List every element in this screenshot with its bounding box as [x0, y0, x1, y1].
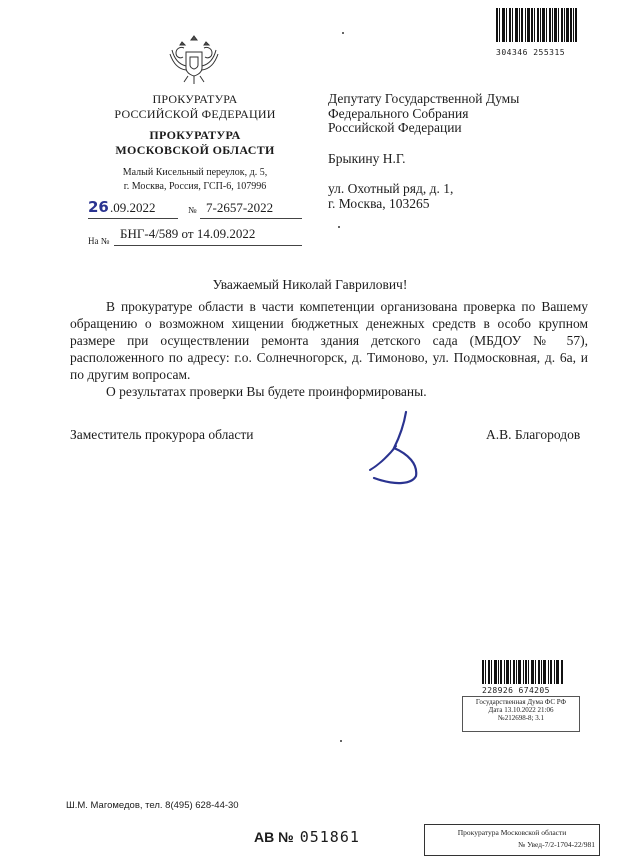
header-line-4: МОСКОВСКОЙ ОБЛАСТИ: [115, 143, 275, 157]
outgoing-number: 7-2657-2022: [206, 200, 274, 215]
body-paragraph-1: В прокуратуре области в части компетенции организована проверка по Вашему обращению о возможном хищении бюджетных денежных средств в особо крупном размере при осуществлении ремонта здания детского сада (МБДОУ № 57), расположенного по адресу: г.о. Солнечногорск, д. Тимоново, ул. Подмосковная, д. 6а, и по другим вопросам.: [70, 299, 588, 382]
addressee-city: г. Москва, 103265: [328, 195, 430, 211]
addressee-line-3: Российской Федерации: [328, 120, 462, 135]
stamp-date: Дата 13.10.2022 21:06: [488, 706, 554, 714]
scan-speck: [342, 32, 344, 34]
top-barcode: [496, 8, 578, 57]
signatory-name: А.В. Благородов: [486, 427, 581, 442]
handwritten-signature-icon: [356, 408, 456, 488]
addressee-line-1: Депутату Государственной Думы: [328, 91, 520, 106]
stamp-org: Государственная Дума ФС РФ: [475, 698, 567, 706]
stamp-barcode-number: 228926 674205: [482, 686, 550, 695]
sender-address-1: Малый Кисельный переулок, д. 5,: [122, 167, 268, 178]
regbox-line-2: № Увед-7/2-1704-22/981: [518, 840, 595, 849]
header-line-3: ПРОКУРАТУРА: [149, 128, 241, 142]
date-typed: .09.2022: [110, 200, 156, 215]
double-headed-eagle-emblem-icon: [168, 32, 220, 86]
stamp-info-box: [462, 696, 580, 732]
serial-value: 051861: [299, 828, 360, 846]
barcode-bars-icon: [496, 8, 578, 42]
sender-header: [90, 92, 300, 194]
number-underline: [200, 218, 302, 219]
reference-line: [88, 226, 308, 246]
reference-label: На №: [88, 236, 110, 246]
incoming-registration-box: [424, 824, 600, 856]
stamp-reg: №212698-8; 3.1: [498, 714, 544, 722]
serial-prefix: АВ №: [254, 829, 294, 845]
registration-stamp: [462, 660, 582, 734]
header-line-2: РОССИЙСКОЙ ФЕДЕРАЦИИ: [114, 107, 276, 121]
handwritten-day: 26: [88, 198, 109, 216]
reference-value: БНГ-4/589 от 14.09.2022: [120, 226, 256, 241]
addressee-block: [328, 92, 598, 211]
scan-speck: [340, 740, 342, 742]
scan-speck: [338, 226, 340, 228]
addressee-name: Брыкину Н.Г.: [328, 150, 406, 166]
body-paragraph-2: О результатах проверки Вы будете проинформированы.: [106, 384, 427, 399]
date-underline: [88, 218, 178, 219]
sender-address-2: г. Москва, Россия, ГСП-6, 107996: [123, 181, 267, 192]
regbox-line-1: Прокуратура Московской области: [457, 828, 567, 837]
executor-contact: Ш.М. Магомедов, тел. 8(495) 628-44-30: [66, 800, 239, 811]
top-barcode-number: 304346 255315: [496, 48, 566, 57]
reference-underline: [114, 245, 302, 246]
header-line-1: ПРОКУРАТУРА: [152, 92, 238, 106]
addressee-street: ул. Охотный ряд, д. 1,: [328, 181, 454, 196]
number-sign: №: [188, 205, 197, 215]
salutation: Уважаемый Николай Гаврилович!: [212, 277, 408, 292]
stamp-barcode-bars-icon: [482, 660, 564, 684]
addressee-line-2: Федерального Собрания: [328, 105, 469, 121]
serial-number: [254, 828, 360, 847]
letter-body: [70, 298, 588, 400]
signatory-title: Заместитель прокурора области: [70, 427, 254, 442]
date-line: [88, 200, 308, 220]
